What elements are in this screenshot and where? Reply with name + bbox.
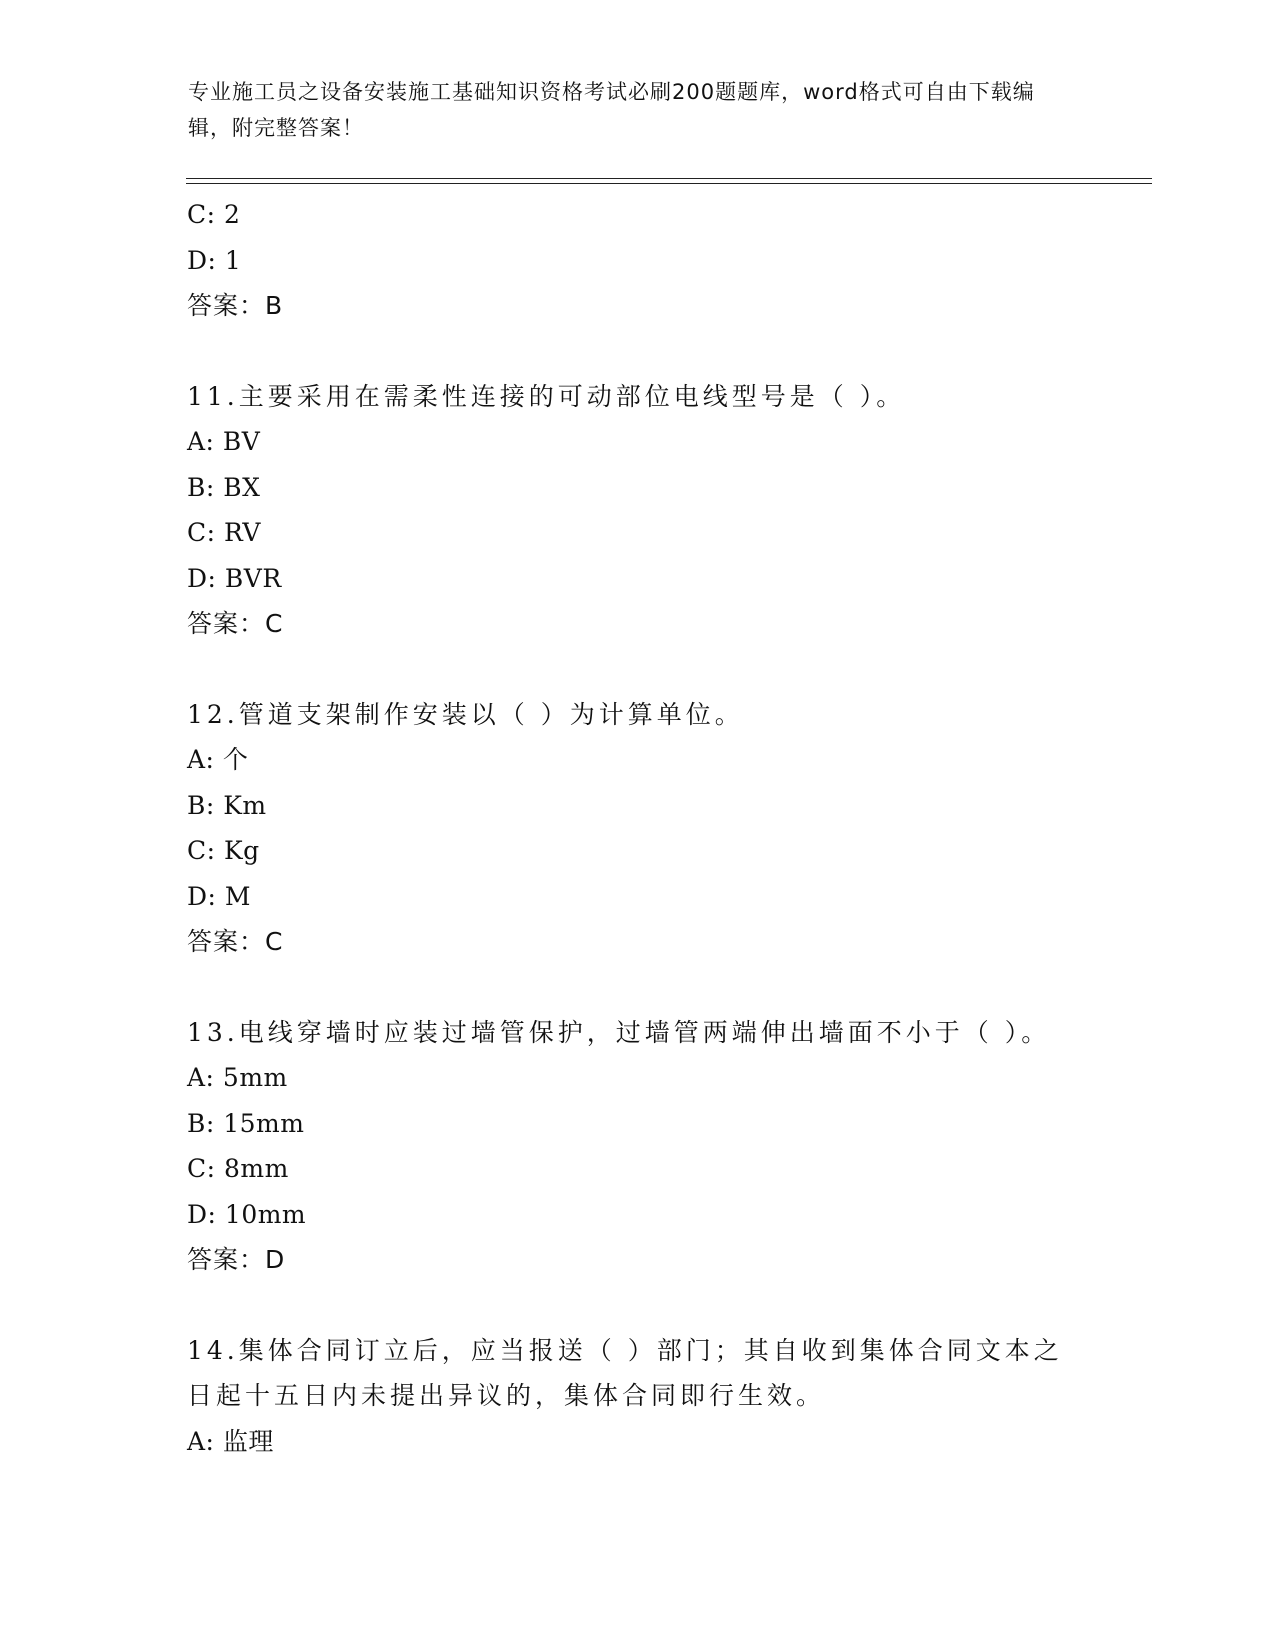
option-b: B: BX <box>187 472 261 502</box>
answer-line: 答案：C <box>187 927 284 956</box>
answer-line: 答案：C <box>187 609 284 638</box>
option-a: A: 监理 <box>187 1426 274 1456</box>
option-b: B: Km <box>187 790 267 820</box>
question-text: 12.管道支架制作安装以（ ）为计算单位。 <box>187 699 744 729</box>
option-c: C: RV <box>187 518 261 547</box>
question-12 <box>187 692 1127 965</box>
question-14 <box>187 1328 1127 1465</box>
answer-line: 答案：B <box>187 291 284 320</box>
option-c: C: 8mm <box>187 1154 289 1183</box>
answer-line: 答案：D <box>187 1245 286 1274</box>
option-d: D: M <box>187 881 252 911</box>
option-a: A: BV <box>187 427 261 456</box>
header-rule-top <box>186 178 1152 179</box>
option-d: D: BVR <box>187 563 282 593</box>
lead-fragment <box>187 192 1127 329</box>
option-c: C: Kg <box>187 836 260 865</box>
document-header: 专业施工员之设备安装施工基础知识资格考试必刷200题题库，word格式可自由下载编辑，附完整答案！ <box>188 80 1035 140</box>
question-text: 11.主要采用在需柔性连接的可动部位电线型号是（ ）。 <box>187 381 906 411</box>
option-d: D: 1 <box>187 245 242 275</box>
option-d: D: 10mm <box>187 1199 307 1229</box>
option-c: C: 2 <box>187 200 241 229</box>
option-a: A: 5mm <box>187 1063 288 1092</box>
question-11 <box>187 374 1127 647</box>
option-a: A: 个 <box>187 745 249 774</box>
header-rule-bottom <box>186 183 1152 184</box>
question-13 <box>187 1010 1127 1283</box>
option-b: B: 15mm <box>187 1108 305 1138</box>
question-text: 13.电线穿墙时应装过墙管保护，过墙管两端伸出墙面不小于（ ）。 <box>187 1017 1051 1047</box>
question-list <box>187 192 1127 1464</box>
question-text: 14.集体合同订立后，应当报送（ ）部门；其自收到集体合同文本之日起十五日内未提出异议的，集体合同即行生效。 <box>187 1335 1063 1410</box>
